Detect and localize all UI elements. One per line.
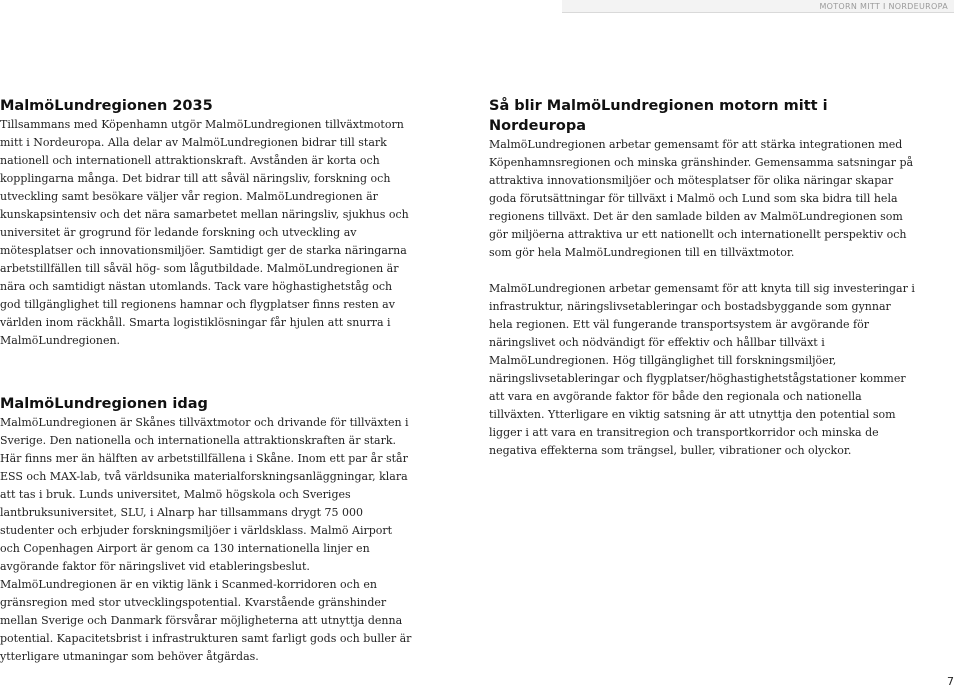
right-paragraph-1: MalmöLundregionen arbetar gemensamt för att stärka integrationen med Köpenhamnsregionen och minska gränshinder. Gemensamma satsningar på attraktiva innovationsmiljöer och mötesplatser för olika näringar skapar goda förutsättningar för tillväxt i Malmö och Lund som ska bidra till hela regionens tillväxt. Det är den samlade bilden av MalmöLundregionen som gör miljöerna attraktiva ur ett nationellt och internationellt perspektiv och som gör hela MalmöLundregionen till en tillväxtmotor. xyxy=(489,138,914,259)
right-column xyxy=(489,96,917,460)
section-spacer xyxy=(0,350,414,394)
running-header xyxy=(562,0,954,13)
page-number: 7 xyxy=(947,675,954,688)
section-title-2035: MalmöLundregionen 2035 xyxy=(0,98,213,114)
left-column xyxy=(0,96,414,666)
section-body-idag: MalmöLundregionen är Skånes tillväxtmotor och drivande för tillväxten i Sverige. Den nationella och internationella attraktionskraften är stark. Här finns mer än hälften av arbetstillfällena i Skåne. Inom ett par år står ESS och MAX-lab, två världsunika materialforskningsanläggningar, klara att tas i bruk. Lunds universitet, Malmö högskola och Sveriges lantbruksuniversitet, SLU, i Alnarp har tillsammans drygt 75 000 studenter och erbjuder forskningsmiljöer i världsklass. Malmö Airport och Copenhagen Airport är genom ca 130 internationella linjer en avgörande faktor för näringslivet vid etableringsbeslut. MalmöLundregionen är en viktig länk i Scanmed-korridoren och en gränsregion med stor utvecklingspotential. Kvarstående gränshinder mellan Sverige och Danmark försvårar möjligheterna att utnyttja denna potential. Kapacitetsbrist i infrastrukturen samt farligt gods och buller är ytterligare utmaningar som behöver åtgärdas. xyxy=(0,416,412,663)
right-paragraph-2: MalmöLundregionen arbetar gemensamt för att knyta till sig investeringar i infrastruktur, näringslivsetableringar och bostadsbyggande som gynnar hela regionen. Ett väl fungerande transportsystem är avgörande för näringslivet och nödvändigt för effektiv och hållbar tillväxt i MalmöLundregionen. Hög tillgänglighet till forskningsmiljöer, näringslivsetableringar och flygplatser/höghastighetstågstationer kommer att vara en avgörande faktor för både den regionala och nationella tillväxten. Ytterligare en viktig satsning är att utnyttja den potential som ligger i att vara en transitregion och transportkorridor och minska de negativa effekterna som trängsel, buller, vibrationer och olyckor. xyxy=(489,282,915,457)
section-title-sa-blir: Så blir MalmöLundregionen motorn mitt i Nordeuropa xyxy=(489,98,828,134)
section-title-idag: MalmöLundregionen idag xyxy=(0,396,208,412)
paragraph-spacer xyxy=(489,262,917,280)
running-title: MOTORN MITT I NORDEUROPA xyxy=(819,1,948,11)
section-body-2035: Tillsammans med Köpenhamn utgör MalmöLundregionen tillväxtmotorn mitt i Nordeuropa. Alla delar av MalmöLundregionen bidrar till stark nationell och internationell attraktionskraft. Avstånden är korta och kopplingarna många. Det bidrar till att såväl näringsliv, forskning och utveckling samt besökare väljer vår region. MalmöLundregionen är kunskapsintensiv och det nära samarbetet mellan näringsliv, sjukhus och universitet är grogrund för ledande forskning och utveckling av mötesplatser och innovationsmiljöer. Samtidigt ger de starka näringarna arbetstillfällen till såväl hög- som lågutbildade. MalmöLundregionen är nära och samtidigt nästan utomlands. Tack vare höghastighetståg och god tillgänglighet till regionens hamnar och flygplatser finns resten av världen inom räckhåll. Smarta logistiklösningar får hjulen att snurra i MalmöLundregionen. xyxy=(0,118,409,347)
